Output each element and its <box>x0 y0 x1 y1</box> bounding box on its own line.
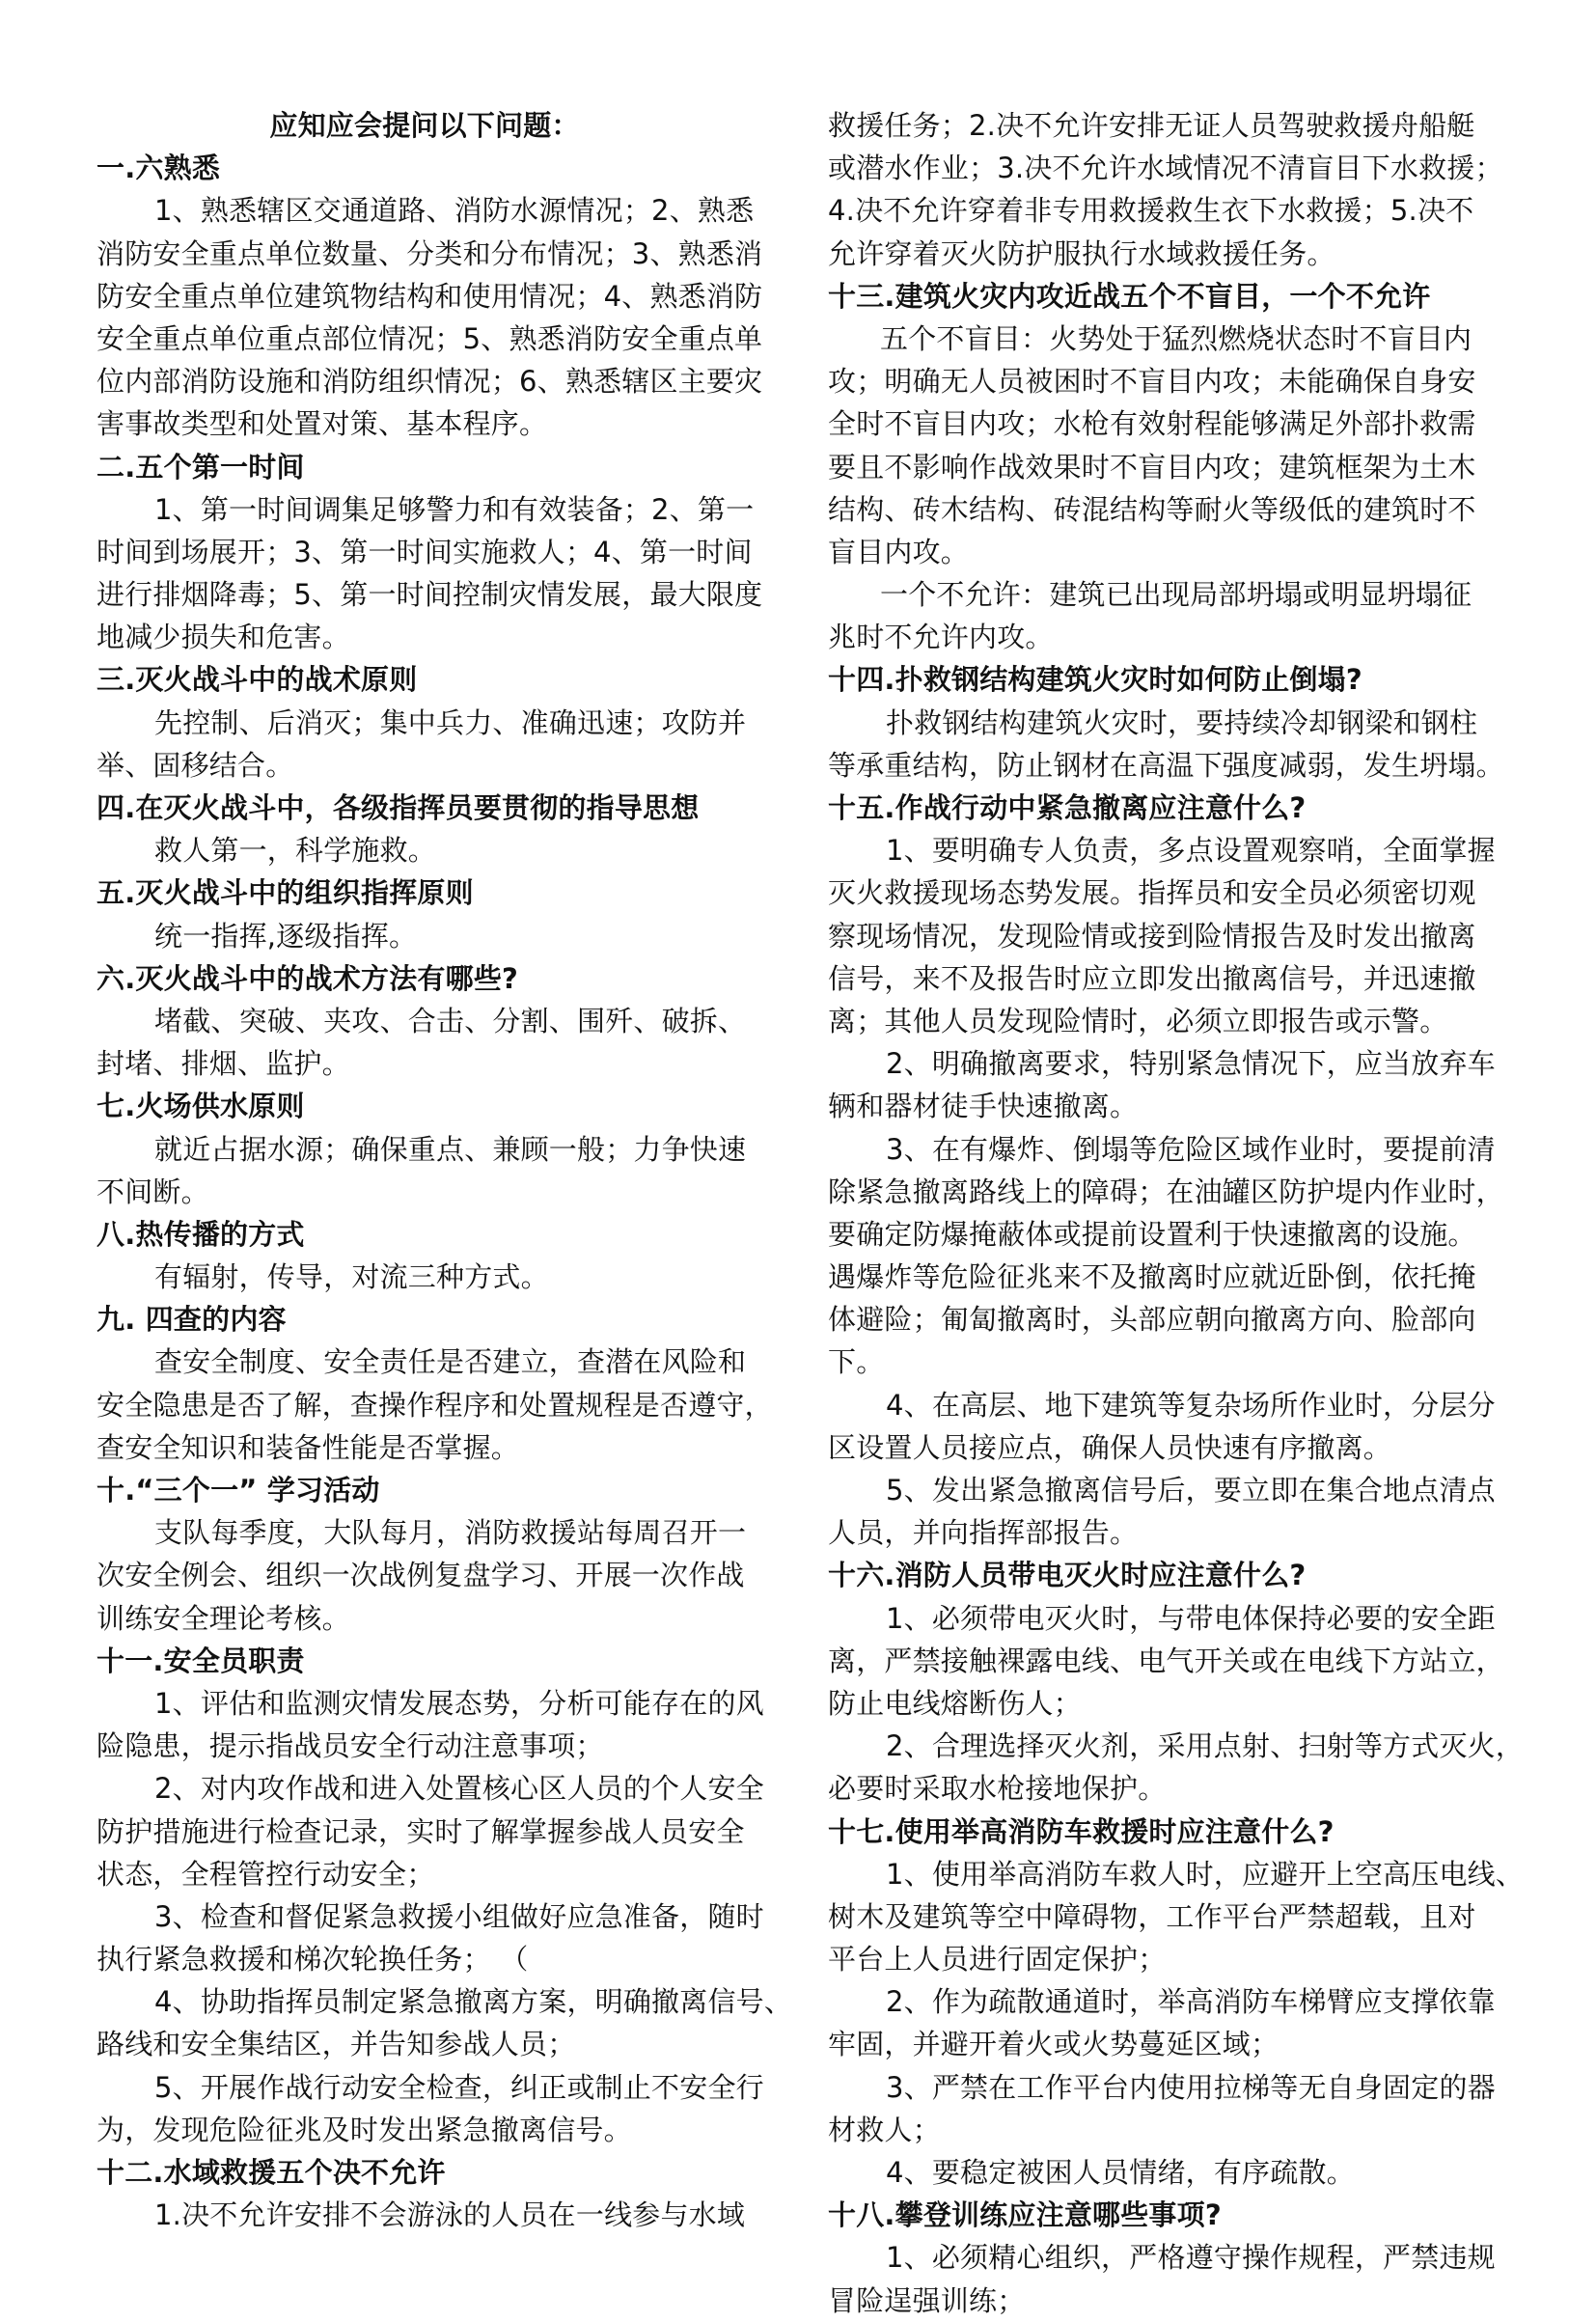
paragraph-line: 信号，来不及报告时应立即发出撤离信号，并迅速撤 <box>828 961 1476 995</box>
paragraph-line: 查安全知识和装备性能是否掌握。 <box>96 1430 520 1464</box>
paragraph-line: 为，发现危险征兆及时发出紧急撤离信号。 <box>96 2113 632 2146</box>
right-column <box>828 104 1523 2322</box>
paragraph-line: 消防安全重点单位数量、分类和分布情况；3、熟悉消 <box>96 236 763 270</box>
paragraph-line: 1、使用举高消防车救人时，应避开上空高压电线、 <box>886 1857 1525 1891</box>
section-heading: 一.六熟悉 <box>96 152 221 185</box>
paragraph-line: 全时不盲目内攻；水枪有效射程能够满足外部扑救需 <box>828 407 1476 441</box>
document-title: 应知应会提问以下问题： <box>269 109 580 142</box>
paragraph-line: 兆时不允许内攻。 <box>828 621 1054 654</box>
section-heading: 八.热传播的方式 <box>96 1217 305 1251</box>
paragraph-line: 4、要稳定被困人员情绪，有序疏散。 <box>886 2156 1355 2189</box>
paragraph-line: 允许穿着灭火防护服执行水域救援任务。 <box>828 236 1335 270</box>
paragraph-line: 等承重结构，防止钢材在高温下强度减弱，发生坍塌。 <box>828 748 1504 782</box>
section-heading: 十二.水域救援五个决不允许 <box>96 2156 446 2189</box>
paragraph-line: 2、对内攻作战和进入处置核心区人员的个人安全 <box>154 1772 764 1806</box>
paragraph-line: 2、作为疏散通道时，举高消防车梯臂应支撑依靠 <box>886 1985 1496 2019</box>
paragraph-line: 执行紧急救援和梯次轮换任务； （ <box>96 1943 529 1976</box>
paragraph-line: 体避险；匍匐撤离时，头部应朝向撤离方向、脸部向 <box>828 1303 1476 1337</box>
paragraph-line: 结构、砖木结构、砖混结构等耐火等级低的建筑时不 <box>828 492 1476 526</box>
section-heading: 九. 四查的内容 <box>96 1303 287 1337</box>
paragraph-line: 3、检查和督促紧急救援小组做好应急准备，随时 <box>154 1899 764 1933</box>
paragraph-line: 材救人； <box>828 2113 941 2146</box>
paragraph-line: 安全重点单位重点部位情况；5、熟悉消防安全重点单 <box>96 321 763 355</box>
paragraph-line: 险隐患，提示指战员安全行动注意事项； <box>96 1729 604 1763</box>
paragraph-line: 灭火救援现场态势发展。指挥员和安全员必须密切观 <box>828 876 1476 910</box>
section-heading: 十四.扑救钢结构建筑火灾时如何防止倒塌? <box>828 663 1362 697</box>
paragraph-line: 不间断。 <box>96 1175 209 1208</box>
paragraph-line: 1、第一时间调集足够警力和有效装备；2、第一 <box>154 492 755 526</box>
section-heading: 十.“三个一” 学习活动 <box>96 1474 380 1507</box>
paragraph-line: 区设置人员接应点，确保人员快速有序撤离。 <box>828 1430 1392 1464</box>
section-heading: 十三.建筑火灾内攻近战五个不盲目，一个不允许 <box>828 279 1431 313</box>
paragraph-line: 地减少损失和危害。 <box>96 621 350 654</box>
paragraph-line: 2、明确撤离要求，特别紧急情况下，应当放弃车 <box>886 1047 1496 1081</box>
paragraph-line: 时间到场展开；3、第一时间实施救人；4、第一时间 <box>96 535 753 568</box>
section-heading: 十一.安全员职责 <box>96 1644 305 1677</box>
paragraph-line: 1、必须带电灭火时，与带电体保持必要的安全距 <box>886 1601 1496 1635</box>
paragraph-line: 救援任务；2.决不允许安排无证人员驾驶救援舟船艇 <box>828 109 1475 142</box>
section-heading: 十八.攀登训练应注意哪些事项? <box>828 2198 1222 2232</box>
paragraph-line: 害事故类型和处置对策、基本程序。 <box>96 407 548 441</box>
paragraph-line: 1.决不允许安排不会游泳的人员在一线参与水域 <box>154 2198 746 2232</box>
paragraph-line: 路线和安全集结区，并告知参战人员； <box>96 2028 576 2061</box>
paragraph-line: 辆和器材徒手快速撤离。 <box>828 1090 1139 1123</box>
paragraph-line: 1、熟悉辖区交通道路、消防水源情况；2、熟悉 <box>154 194 755 228</box>
paragraph-line: 举、固移结合。 <box>96 748 294 782</box>
paragraph-line: 一个不允许：建筑已出现局部坍塌或明显坍塌征 <box>880 578 1472 612</box>
paragraph-line: 查安全制度、安全责任是否建立，查潜在风险和 <box>154 1345 747 1379</box>
paragraph-line: 统一指挥,逐级指挥。 <box>154 919 418 953</box>
paragraph-line: 攻；明确无人员被困时不盲目内攻；未能确保自身安 <box>828 365 1476 399</box>
paragraph-line: 1、必须精心组织，严格遵守操作规程，严禁违规 <box>886 2241 1496 2275</box>
section-heading: 十六.消防人员带电灭火时应注意什么? <box>828 1559 1307 1592</box>
paragraph-line: 堵截、突破、夹攻、合击、分割、围歼、破拆、 <box>154 1004 747 1037</box>
paragraph-line: 遇爆炸等危险征兆来不及撤离时应就近卧倒，依托掩 <box>828 1260 1476 1294</box>
paragraph-line: 救人第一，科学施救。 <box>154 834 437 868</box>
paragraph-line: 状态，全程管控行动安全； <box>96 1857 435 1891</box>
paragraph-line: 5、发出紧急撤离信号后，要立即在集合地点清点 <box>886 1474 1496 1507</box>
paragraph-line: 2、合理选择灭火剂，采用点射、扫射等方式灭火， <box>886 1729 1525 1763</box>
section-heading: 二.五个第一时间 <box>96 450 305 484</box>
paragraph-line: 盲目内攻。 <box>828 535 970 568</box>
paragraph-line: 有辐射，传导，对流三种方式。 <box>154 1260 549 1294</box>
left-column <box>96 104 791 2236</box>
paragraph-line: 防护措施进行检查记录，实时了解掌握参战人员安全 <box>96 1814 745 1848</box>
paragraph-line: 离；其他人员发现险情时，必须立即报告或示警。 <box>828 1004 1448 1037</box>
paragraph-line: 要且不影响作战效果时不盲目内攻；建筑框架为土木 <box>828 450 1476 484</box>
paragraph-line: 除紧急撤离路线上的障碍；在油罐区防护堤内作业时， <box>828 1175 1504 1208</box>
section-heading: 四.在灭火战斗中，各级指挥员要贯彻的指导思想 <box>96 791 700 824</box>
section-heading: 七.火场供水原则 <box>96 1090 305 1123</box>
paragraph-line: 4、协助指挥员制定紧急撤离方案，明确撤离信号、 <box>154 1985 793 2019</box>
paragraph-line: 必要时采取水枪接地保护。 <box>828 1772 1167 1806</box>
paragraph-line: 平台上人员进行固定保护； <box>828 1943 1167 1976</box>
paragraph-line: 五个不盲目：火势处于猛烈燃烧状态时不盲目内 <box>880 321 1472 355</box>
paragraph-line: 或潜水作业；3.决不允许水域情况不清盲目下水救援； <box>828 152 1503 185</box>
paragraph-line: 离，严禁接触裸露电线、电气开关或在电线下方站立， <box>828 1644 1504 1677</box>
paragraph-line: 下。 <box>828 1345 885 1379</box>
paragraph-line: 防止电线熔断伤人； <box>828 1686 1082 1720</box>
paragraph-line: 1、评估和监测灾情发展态势，分析可能存在的风 <box>154 1686 764 1720</box>
paragraph-line: 就近占据水源；确保重点、兼顾一般；力争快速 <box>154 1132 747 1166</box>
paragraph-line: 安全隐患是否了解，查操作程序和处置规程是否遵守， <box>96 1388 773 1422</box>
paragraph-line: 支队每季度，大队每月，消防救援站每周召开一 <box>154 1516 747 1550</box>
paragraph-line: 训练安全理论考核。 <box>96 1601 350 1635</box>
paragraph-line: 牢固，并避开着火或火势蔓延区域； <box>828 2028 1280 2061</box>
paragraph-line: 5、开展作战行动安全检查，纠正或制止不安全行 <box>154 2070 764 2104</box>
paragraph-line: 4、在高层、地下建筑等复杂场所作业时，分层分 <box>886 1388 1496 1422</box>
paragraph-line: 3、严禁在工作平台内使用拉梯等无自身固定的器 <box>886 2070 1496 2104</box>
paragraph-line: 察现场情况，发现险情或接到险情报告及时发出撤离 <box>828 919 1476 953</box>
paragraph-line: 1、要明确专人负责，多点设置观察哨，全面掌握 <box>886 834 1496 868</box>
section-heading: 三.灭火战斗中的战术原则 <box>96 663 418 697</box>
paragraph-line: 树木及建筑等空中障碍物，工作平台严禁超载，且对 <box>828 1899 1476 1933</box>
paragraph-line: 冒险逞强训练； <box>828 2283 1026 2317</box>
section-heading: 五.灭火战斗中的组织指挥原则 <box>96 876 474 910</box>
section-heading: 十五.作战行动中紧急撤离应注意什么? <box>828 791 1307 824</box>
paragraph-line: 扑救钢结构建筑火灾时，要持续冷却钢梁和钢柱 <box>886 705 1478 739</box>
paragraph-line: 先控制、后消灭；集中兵力、准确迅速；攻防并 <box>154 705 747 739</box>
paragraph-line: 4.决不允许穿着非专用救援救生衣下水救援；5.决不 <box>828 194 1474 228</box>
paragraph-line: 人员，并向指挥部报告。 <box>828 1516 1139 1550</box>
paragraph-line: 3、在有爆炸、倒塌等危险区域作业时，要提前清 <box>886 1132 1496 1166</box>
section-heading: 六.灭火战斗中的战术方法有哪些? <box>96 961 519 995</box>
paragraph-line: 次安全例会、组织一次战例复盘学习、开展一次作战 <box>96 1559 745 1592</box>
section-heading: 十七.使用举高消防车救援时应注意什么? <box>828 1814 1335 1848</box>
paragraph-line: 防安全重点单位建筑物结构和使用情况；4、熟悉消防 <box>96 279 763 313</box>
paragraph-line: 进行排烟降毒；5、第一时间控制灾情发展，最大限度 <box>96 578 763 612</box>
paragraph-line: 位内部消防设施和消防组织情况；6、熟悉辖区主要灾 <box>96 365 763 399</box>
paragraph-line: 要确定防爆掩蔽体或提前设置利于快速撤离的设施。 <box>828 1217 1476 1251</box>
paragraph-line: 封堵、排烟、监护。 <box>96 1047 350 1081</box>
